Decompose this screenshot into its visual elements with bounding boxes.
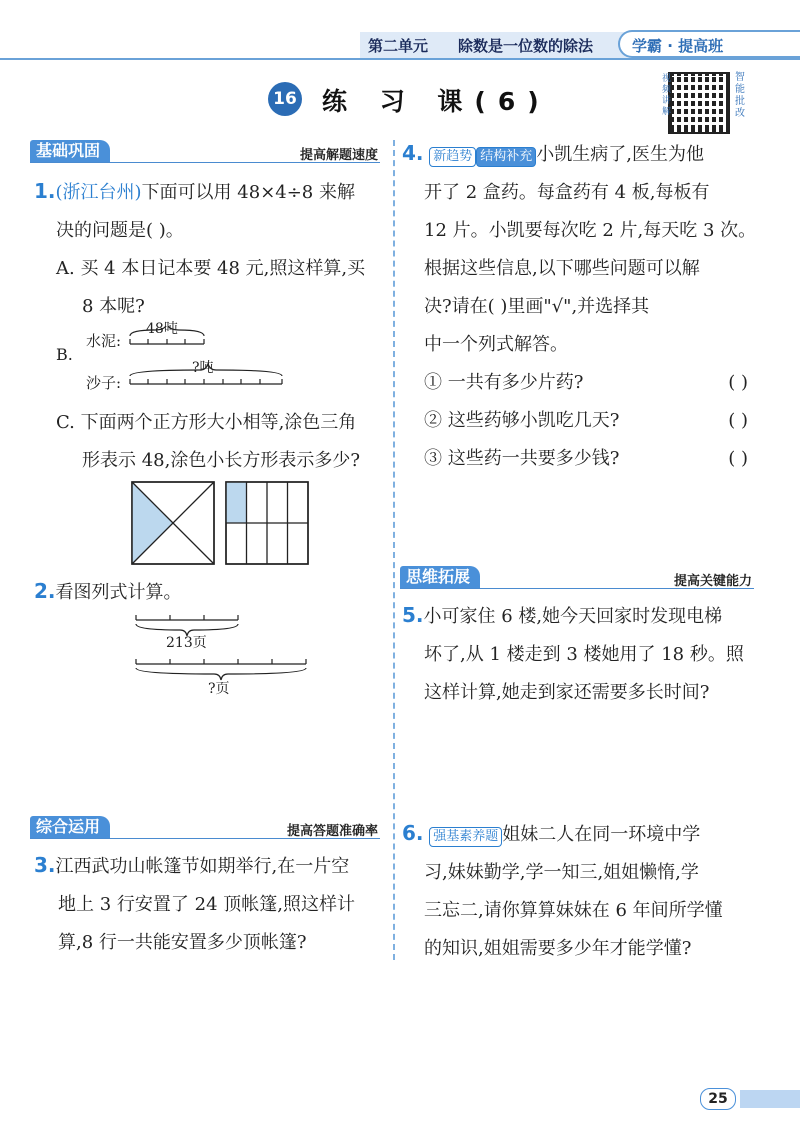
question-4 xyxy=(402,134,772,478)
q6-tag: 强基素养题 xyxy=(429,827,502,847)
q4-item-3-text: ③ 这些药一共要多少钱? xyxy=(424,448,620,469)
q4-number: 4. xyxy=(402,141,424,165)
q4-item-2 xyxy=(402,402,772,440)
cement-label: 水泥: xyxy=(86,332,122,350)
q3-line1: 江西武功山帐篷节如期举行,在一片空 xyxy=(55,856,350,877)
tons-48-label: 48吨 xyxy=(146,321,178,337)
section-basic-label: 基础巩固 xyxy=(30,140,110,162)
lesson-title: 练 习 课(6) xyxy=(322,87,551,116)
q1-source: (浙江台州) xyxy=(55,182,142,203)
q6-line1: 姐妹二人在同一环境中学 xyxy=(502,824,701,845)
q2-label-213: 213页 xyxy=(166,635,207,651)
column-divider xyxy=(393,140,395,960)
qr-pattern xyxy=(672,76,726,130)
q4-line3: 12 片。小凯要每次吃 2 片,每天吃 3 次。 xyxy=(424,220,757,241)
q5-line2: 坏了,从 1 楼走到 3 楼她用了 18 秒。照 xyxy=(424,644,744,665)
qr-grading-label: 智能批改 xyxy=(735,72,745,119)
q1-option-c-line1: C. 下面两个正方形大小相等,涂色三角 xyxy=(56,412,357,433)
q4-item-2-answer[interactable]: ( ) xyxy=(728,410,748,431)
q4-item-3-answer[interactable]: ( ) xyxy=(728,448,748,469)
section-integrated-sub: 提高答题准确率 xyxy=(286,824,378,839)
q5-line1: 小可家住 6 楼,她今天回家时发现电梯 xyxy=(423,606,723,627)
qr-video-label: 视频讲解 xyxy=(662,74,672,117)
footer-bar xyxy=(740,1090,800,1108)
sand-label: 沙子: xyxy=(86,374,122,392)
q3-number: 3. xyxy=(34,853,56,877)
question-3 xyxy=(34,846,384,962)
q4-line1: 小凯生病了,医生为他 xyxy=(536,144,705,165)
q1-option-b-label: B. xyxy=(56,345,73,364)
q6-line3: 三忘二,请你算算妹妹在 6 年间所学懂 xyxy=(424,900,723,921)
q2-label-unknown: ?页 xyxy=(208,681,230,697)
q1-number: 1. xyxy=(34,179,56,203)
q1-option-a: A. 买 4 本日记本要 48 元,照这样算,买 xyxy=(56,258,366,279)
q1-line2: 决的问题是( )。 xyxy=(56,220,184,241)
question-1 xyxy=(34,172,384,326)
option-c-squares xyxy=(130,480,312,566)
section-thinking-label: 思维拓展 xyxy=(400,566,480,588)
q2-number: 2. xyxy=(34,579,56,603)
section-basic-sub: 提高解题速度 xyxy=(299,148,378,163)
q1-line1: 下面可以用 48×4÷8 来解 xyxy=(141,182,355,203)
section-thinking-sub: 提高关键能力 xyxy=(673,574,752,589)
question-6 xyxy=(402,814,772,968)
brand-badge: 学霸 · 提高班 xyxy=(618,30,800,58)
q4-line4: 根据这些信息,以下哪些问题可以解 xyxy=(424,258,700,279)
q4-item-1-answer[interactable]: ( ) xyxy=(728,372,748,393)
q3-line2: 地上 3 行安置了 24 顶帐篷,照这样计 xyxy=(58,894,355,915)
q4-line5: 决?请在( )里画"√",并选择其 xyxy=(424,296,650,317)
q6-number: 6. xyxy=(402,821,424,845)
q4-tag-trend: 新趋势 xyxy=(429,147,476,167)
q4-line6: 中一个列式解答。 xyxy=(424,334,568,355)
q6-line2: 习,妹妹勤学,学一知三,姐姐懒惰,学 xyxy=(424,862,699,883)
question-5 xyxy=(402,596,772,712)
section-thinking xyxy=(400,566,754,589)
question-2 xyxy=(34,572,182,612)
q4-item-1-text: ① 一共有多少片药? xyxy=(424,372,584,393)
q3-line3: 算,8 行一共能安置多少顶帐篷? xyxy=(58,932,307,953)
q1-option-c xyxy=(56,404,396,480)
section-integrated xyxy=(30,816,380,839)
option-b-segment-diagram xyxy=(120,326,300,396)
q4-item-2-text: ② 这些药够小凯吃几天? xyxy=(424,410,620,431)
unit-title: 除数是一位数的除法 xyxy=(458,37,594,55)
tons-unknown-label: ?吨 xyxy=(192,360,214,376)
q4-item-3 xyxy=(402,440,772,478)
section-basic xyxy=(30,140,380,163)
q4-line2: 开了 2 盒药。每盒药有 4 板,每板有 xyxy=(424,182,710,203)
section-integrated-label: 综合运用 xyxy=(30,816,110,838)
q6-line4: 的知识,姐姐需要多少年才能学懂? xyxy=(424,938,692,959)
q1-option-a-cont: 8 本呢? xyxy=(82,296,145,317)
unit-label: 第二单元 xyxy=(368,37,429,55)
q4-tag-structure: 结构补充 xyxy=(476,147,536,167)
lesson-number: 16 xyxy=(268,82,302,116)
q2-text: 看图列式计算。 xyxy=(55,582,182,603)
q5-line3: 这样计算,她走到家还需要多长时间? xyxy=(424,682,710,703)
page-number: 25 xyxy=(700,1088,736,1110)
q1-option-c-line2: 形表示 48,涂色小长方形表示多少? xyxy=(82,450,360,471)
q5-number: 5. xyxy=(402,603,424,627)
q4-item-1 xyxy=(402,364,772,402)
